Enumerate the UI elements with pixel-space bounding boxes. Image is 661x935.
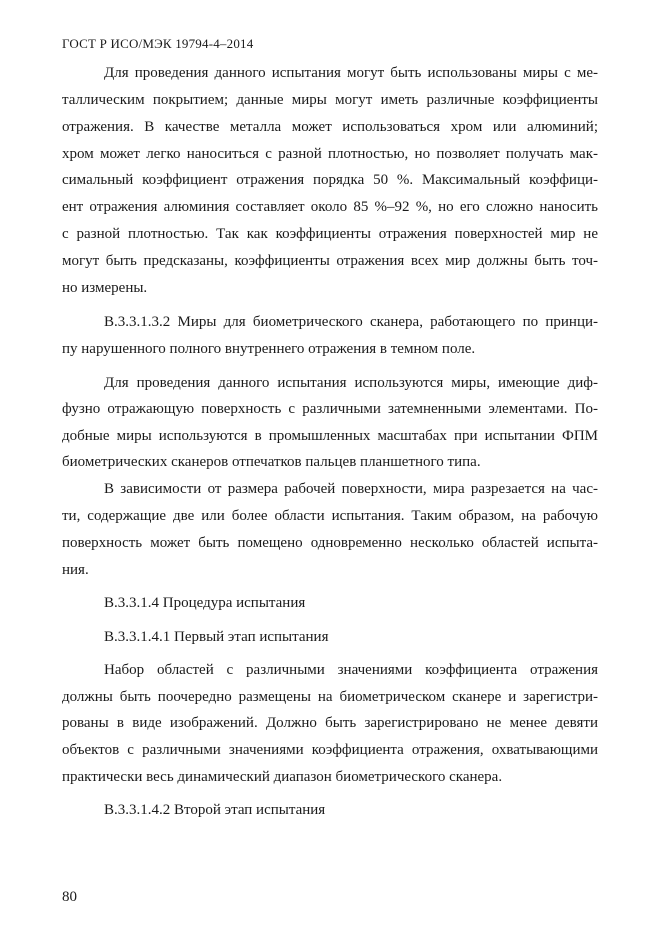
text-line: фузно отражающую поверхность с различными затемненными элементами. По- xyxy=(62,401,598,417)
text-line: но измерены. xyxy=(62,280,148,296)
text-line: ти, содержащие две или более области испытания. Таким образом, на рабочую xyxy=(62,508,598,524)
section-heading: В.3.3.1.4 Процедура испытания xyxy=(104,595,306,611)
text-line: Для проведения данного испытания могут быть использованы миры с ме- xyxy=(104,65,598,81)
text-line: В.3.3.1.3.2 Миры для биометрического сканера, работающего по принци- xyxy=(104,314,598,330)
subsection-heading: В.3.3.1.4.1 Первый этап испытания xyxy=(104,629,329,645)
text-line: отражения. В качестве металла может использоваться хром или алюминий; xyxy=(62,119,598,135)
page-header: ГОСТ Р ИСО/МЭК 19794-4–2014 xyxy=(62,36,254,51)
text-line: биометрических сканеров отпечатков пальцев планшетного типа. xyxy=(62,454,481,470)
text-line: добные миры используются в промышленных масштабах при испытании ФПМ xyxy=(62,428,598,444)
text-line: В зависимости от размера рабочей поверхности, мира разрезается на час- xyxy=(104,481,598,497)
text-line: с разной плотностью. Так как коэффициенты отражения поверхностей мир не xyxy=(62,226,598,242)
text-line: объектов с различными значениями коэффициента отражения, охватывающими xyxy=(62,742,598,758)
text-line: ент отражения алюминия составляет около 85 %–92 %, но его сложно наносить xyxy=(62,199,598,215)
text-line: должны быть поочередно размещены на биометрическом сканере и зарегистри- xyxy=(62,689,598,705)
text-line: рованы в виде изображений. Должно быть зарегистрировано не менее девяти xyxy=(62,715,598,731)
text-line: могут быть предсказаны, коэффициенты отражения всех мир должны быть точ- xyxy=(62,253,598,269)
text-line: пу нарушенного полного внутреннего отражения в темном поле. xyxy=(62,341,476,357)
subsection-heading: В.3.3.1.4.2 Второй этап испытания xyxy=(104,802,326,818)
text-line: Для проведения данного испытания используются миры, имеющие диф- xyxy=(104,375,598,391)
text-line: практически весь динамический диапазон биометрического сканера. xyxy=(62,769,503,785)
page-number: 80 xyxy=(62,889,77,905)
text-line: ния. xyxy=(62,562,89,578)
text-line: таллическим покрытием; данные миры могут иметь различные коэффициенты xyxy=(62,92,598,108)
text-line: Набор областей с различными значениями коэффициента отражения xyxy=(104,662,598,678)
text-line: поверхность может быть помещено одновременно несколько областей испыта- xyxy=(62,535,598,551)
text-line: хром может легко наноситься с разной плотностью, но позволяет получать мак- xyxy=(62,146,598,162)
text-line: симальный коэффициент отражения порядка 50 %. Максимальный коэффици- xyxy=(62,172,598,188)
